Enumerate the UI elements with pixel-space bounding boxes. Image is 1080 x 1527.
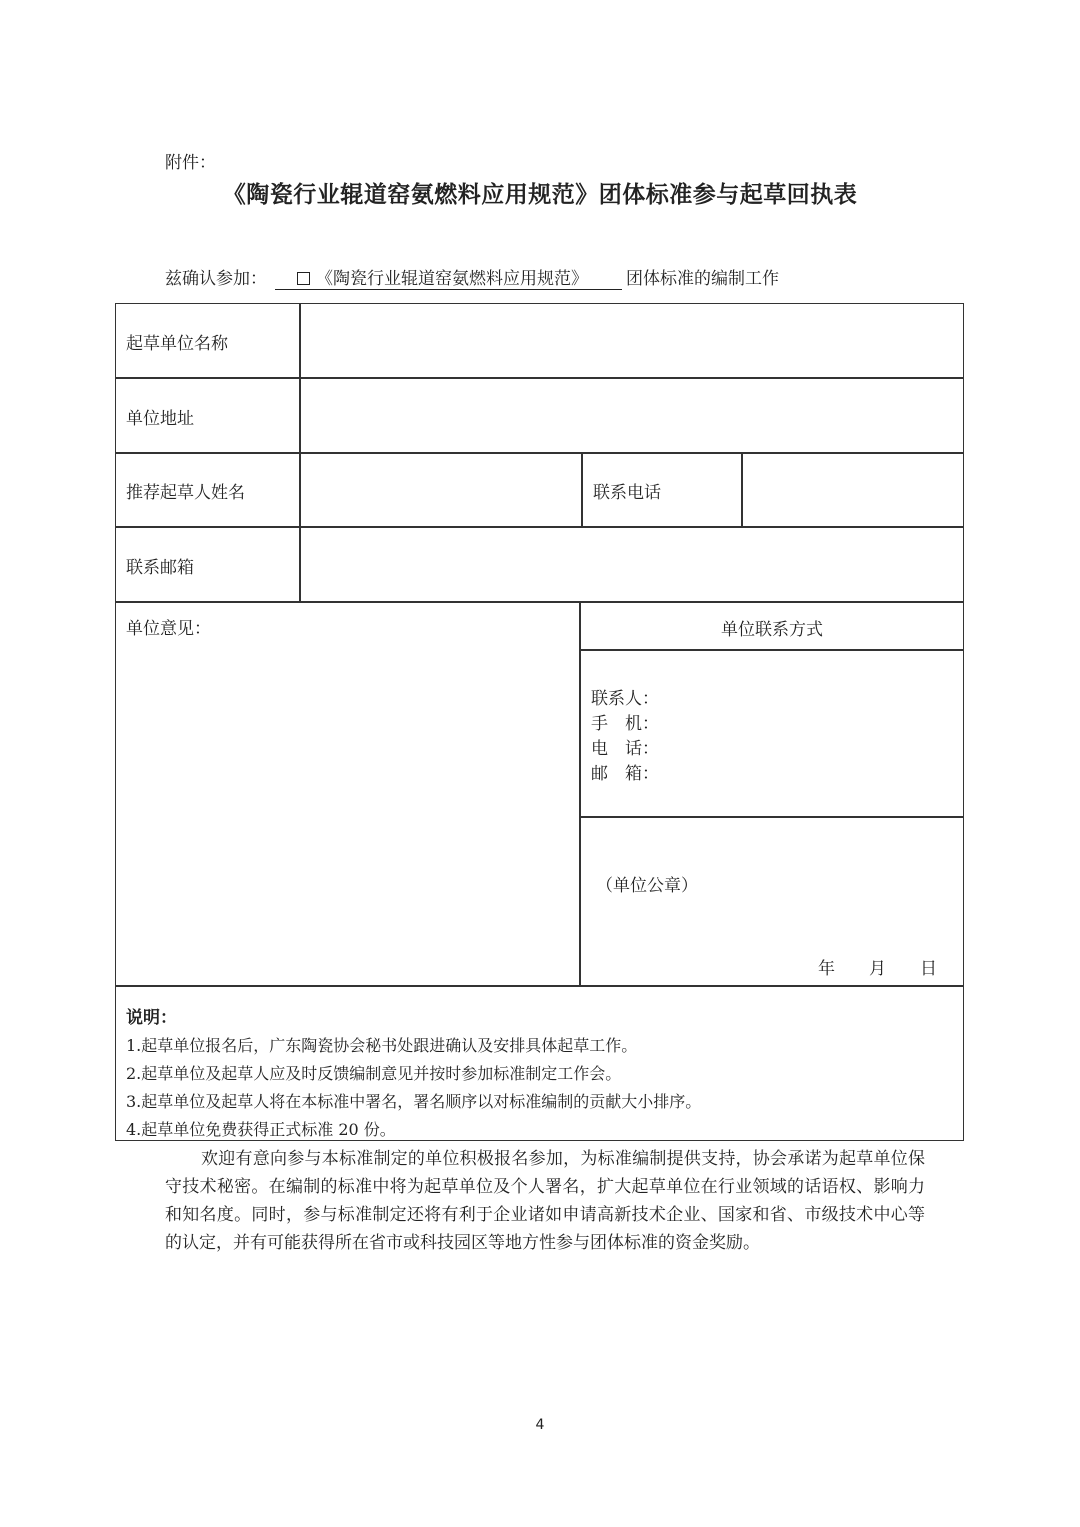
column-divider bbox=[581, 452, 583, 527]
drafter-name-field[interactable] bbox=[301, 454, 580, 526]
notes-heading: 说明： bbox=[126, 1008, 177, 1028]
org-name-label: 起草单位名称 bbox=[126, 334, 228, 354]
seal-label: （单位公章） bbox=[596, 876, 698, 896]
standard-field[interactable] bbox=[275, 264, 622, 290]
phone-label: 联系电话 bbox=[593, 483, 661, 503]
drafter-name-label: 推荐起草人姓名 bbox=[126, 483, 245, 503]
page-number: 4 bbox=[535, 1417, 545, 1433]
opinion-field[interactable] bbox=[116, 644, 578, 984]
row-divider bbox=[580, 649, 963, 651]
mobile-label: 手 机： bbox=[591, 714, 659, 734]
closing-paragraph: 欢迎有意向参与本标准制定的单位积极报名参加，为标准编制提供支持，协会承诺为起草单位保守技术秘密。在编制的标准中将为起草单位及个人署名，扩大起草单位在行业领域的话语权、影响力和知名度。同时，参与标准制定还将有利于企业诸如申请高新技术企业、国家和省、市级技术中心等的认定，并有可能获得所在省市或科技园区等地方性参与团体标准的资金奖励。 bbox=[165, 1149, 925, 1253]
reply-form-table bbox=[115, 303, 964, 1141]
note-item: 2.起草单位及起草人应及时反馈编制意见并按时参加标准制定工作会。 bbox=[126, 1064, 622, 1083]
contact-person-label: 联系人： bbox=[591, 689, 659, 709]
org-name-field[interactable] bbox=[301, 304, 963, 377]
row-divider bbox=[116, 601, 963, 603]
confirm-line bbox=[165, 264, 779, 290]
opinion-label: 单位意见： bbox=[126, 619, 211, 639]
standard-name: 《陶瓷行业辊道窑氨燃料应用规范》 bbox=[316, 269, 588, 289]
address-label: 单位地址 bbox=[126, 409, 194, 429]
date-label: 年 月 日 bbox=[818, 959, 937, 979]
note-item: 3.起草单位及起草人将在本标准中署名，署名顺序以对标准编制的贡献大小排序。 bbox=[126, 1092, 702, 1111]
attachment-label: 附件： bbox=[165, 153, 216, 173]
tel-label: 电 话： bbox=[591, 739, 659, 759]
address-field[interactable] bbox=[301, 379, 963, 452]
column-divider bbox=[579, 601, 581, 985]
page-title: 《陶瓷行业辊道窑氨燃料应用规范》团体标准参与起草回执表 bbox=[222, 181, 858, 208]
notes-section bbox=[126, 1004, 701, 1144]
note-item: 1.起草单位报名后，广东陶瓷协会秘书处跟进确认及安排具体起草工作。 bbox=[126, 1036, 638, 1055]
contact-header: 单位联系方式 bbox=[721, 620, 823, 640]
note-item: 4.起草单位免费获得正式标准 20 份。 bbox=[126, 1120, 396, 1139]
email-label: 联系邮箱 bbox=[126, 558, 194, 578]
row-divider bbox=[116, 985, 963, 987]
email-field[interactable] bbox=[301, 528, 963, 601]
mail-label: 邮 箱： bbox=[591, 764, 659, 784]
phone-field[interactable] bbox=[743, 454, 963, 526]
confirm-prefix: 兹确认参加： bbox=[165, 269, 267, 289]
standard-checkbox[interactable] bbox=[297, 272, 310, 285]
confirm-suffix: 团体标准的编制工作 bbox=[626, 269, 779, 289]
row-divider bbox=[580, 816, 963, 818]
